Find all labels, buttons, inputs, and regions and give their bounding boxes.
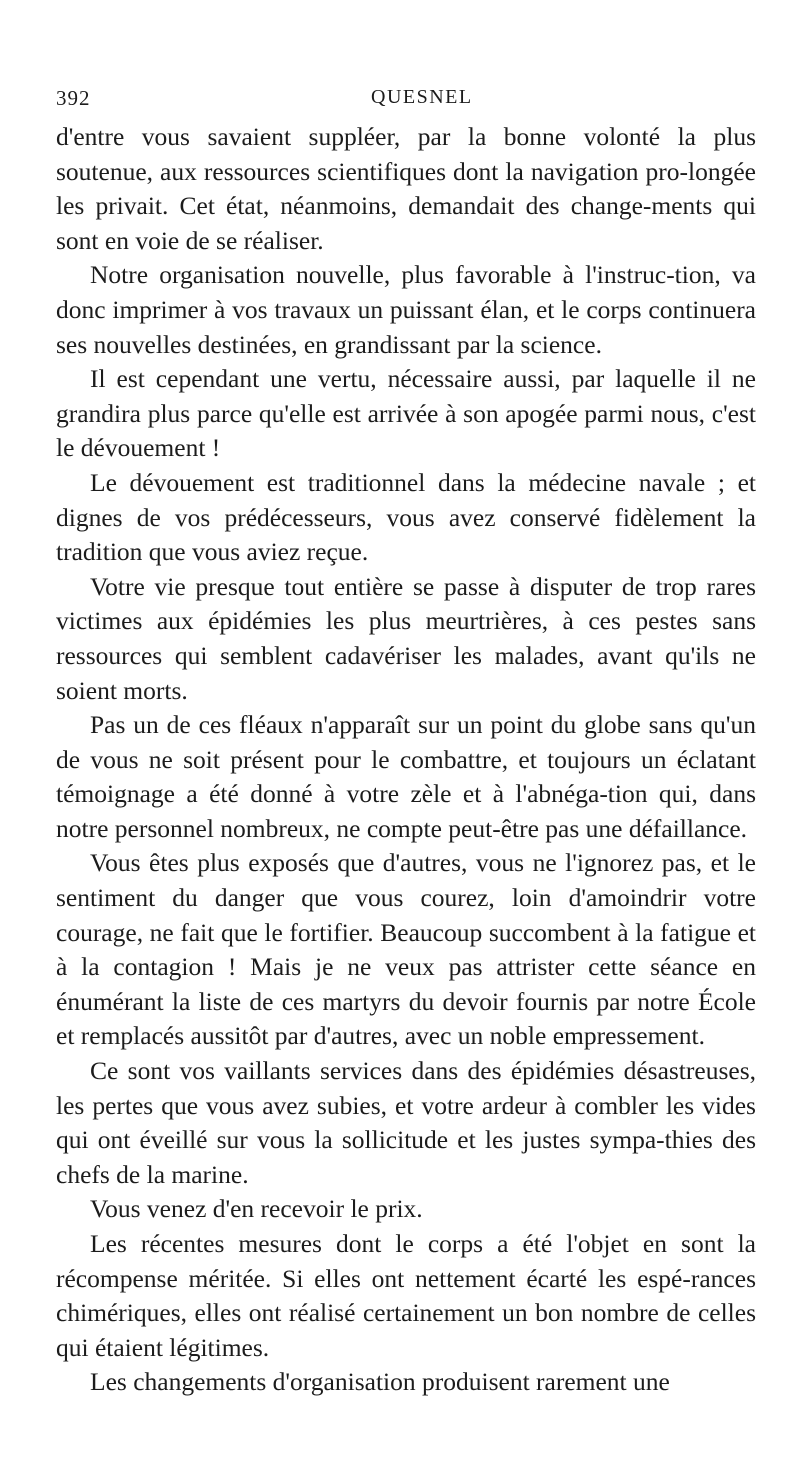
paragraph: Notre organisation nouvelle, plus favorable à l'instruc-tion, va donc imprimer à vos travaux un puissant élan, et le corps continuera ses nouvelles destinées, en grandissant par la science. [56, 260, 756, 359]
body-text [56, 120, 756, 1400]
paragraph: Vous venez d'en recevoir le prix. [90, 1194, 423, 1224]
running-title: QUESNEL [371, 86, 473, 108]
page-number: 392 [56, 86, 91, 110]
paragraph: Ce sont vos vaillants services dans des épidémies désastreuses, les pertes que vous avez subies, et votre ardeur à combler les vides qui ont éveillé sur vous la sollicitude et les justes sympa-thies des chefs de la marine. [56, 1056, 756, 1189]
paragraph: Les changements d'organisation produisent rarement une [90, 1367, 670, 1397]
paragraph: Pas un de ces fléaux n'apparaît sur un point du globe sans qu'un de vous ne soit présent pour le combattre, et toujours un éclatant témoignage a été donné à votre zèle et à l'abnéga-tion qui, dans notre personnel nombreux, ne compte peut-être pas une défaillance. [56, 710, 756, 843]
paragraph: d'entre vous savaient suppléer, par la bonne volonté la plus soutenue, aux ressources scientifiques dont la navigation pro-longée les privait. Cet état, néanmoins, demandait des change-ments qui sont en voie de se réaliser. [56, 122, 756, 255]
page-header [56, 86, 756, 116]
paragraph: Il est cependant une vertu, nécessaire aussi, par laquelle il ne grandira plus parce qu'elle est arrivée à son apogée parmi nous, c'est le dévouement ! [56, 364, 756, 463]
paragraph: Le dévouement est traditionnel dans la médecine navale ; et dignes de vos prédécesseurs, vous avez conservé fidèlement la tradition que vous aviez reçue. [56, 467, 756, 567]
paragraph: Votre vie presque tout entière se passe à disputer de trop rares victimes aux épidémies les plus meurtrières, à ces pestes sans ressources qui semblent cadavériser les malades, avant qu'ils ne soient morts. [56, 571, 756, 705]
paragraph: Les récentes mesures dont le corps a été l'objet en sont la récompense méritée. Si elles ont nettement écarté les espé-rances chimériques, elles ont réalisé certainement un bon nombre de celles qui étaient légitimes. [56, 1229, 756, 1362]
paragraph: Vous êtes plus exposés que d'autres, vous ne l'ignorez pas, et le sentiment du danger que vous courez, loin d'amoindrir votre courage, ne fait que le fortifier. Beaucoup succombent à la fatigue et à la contagion ! Mais je ne veux pas attrister cette séance en énumérant la liste de ces martyrs du devoir fournis par notre École et remplacés aussitôt par d'autres, avec un noble empressement. [56, 848, 756, 1051]
